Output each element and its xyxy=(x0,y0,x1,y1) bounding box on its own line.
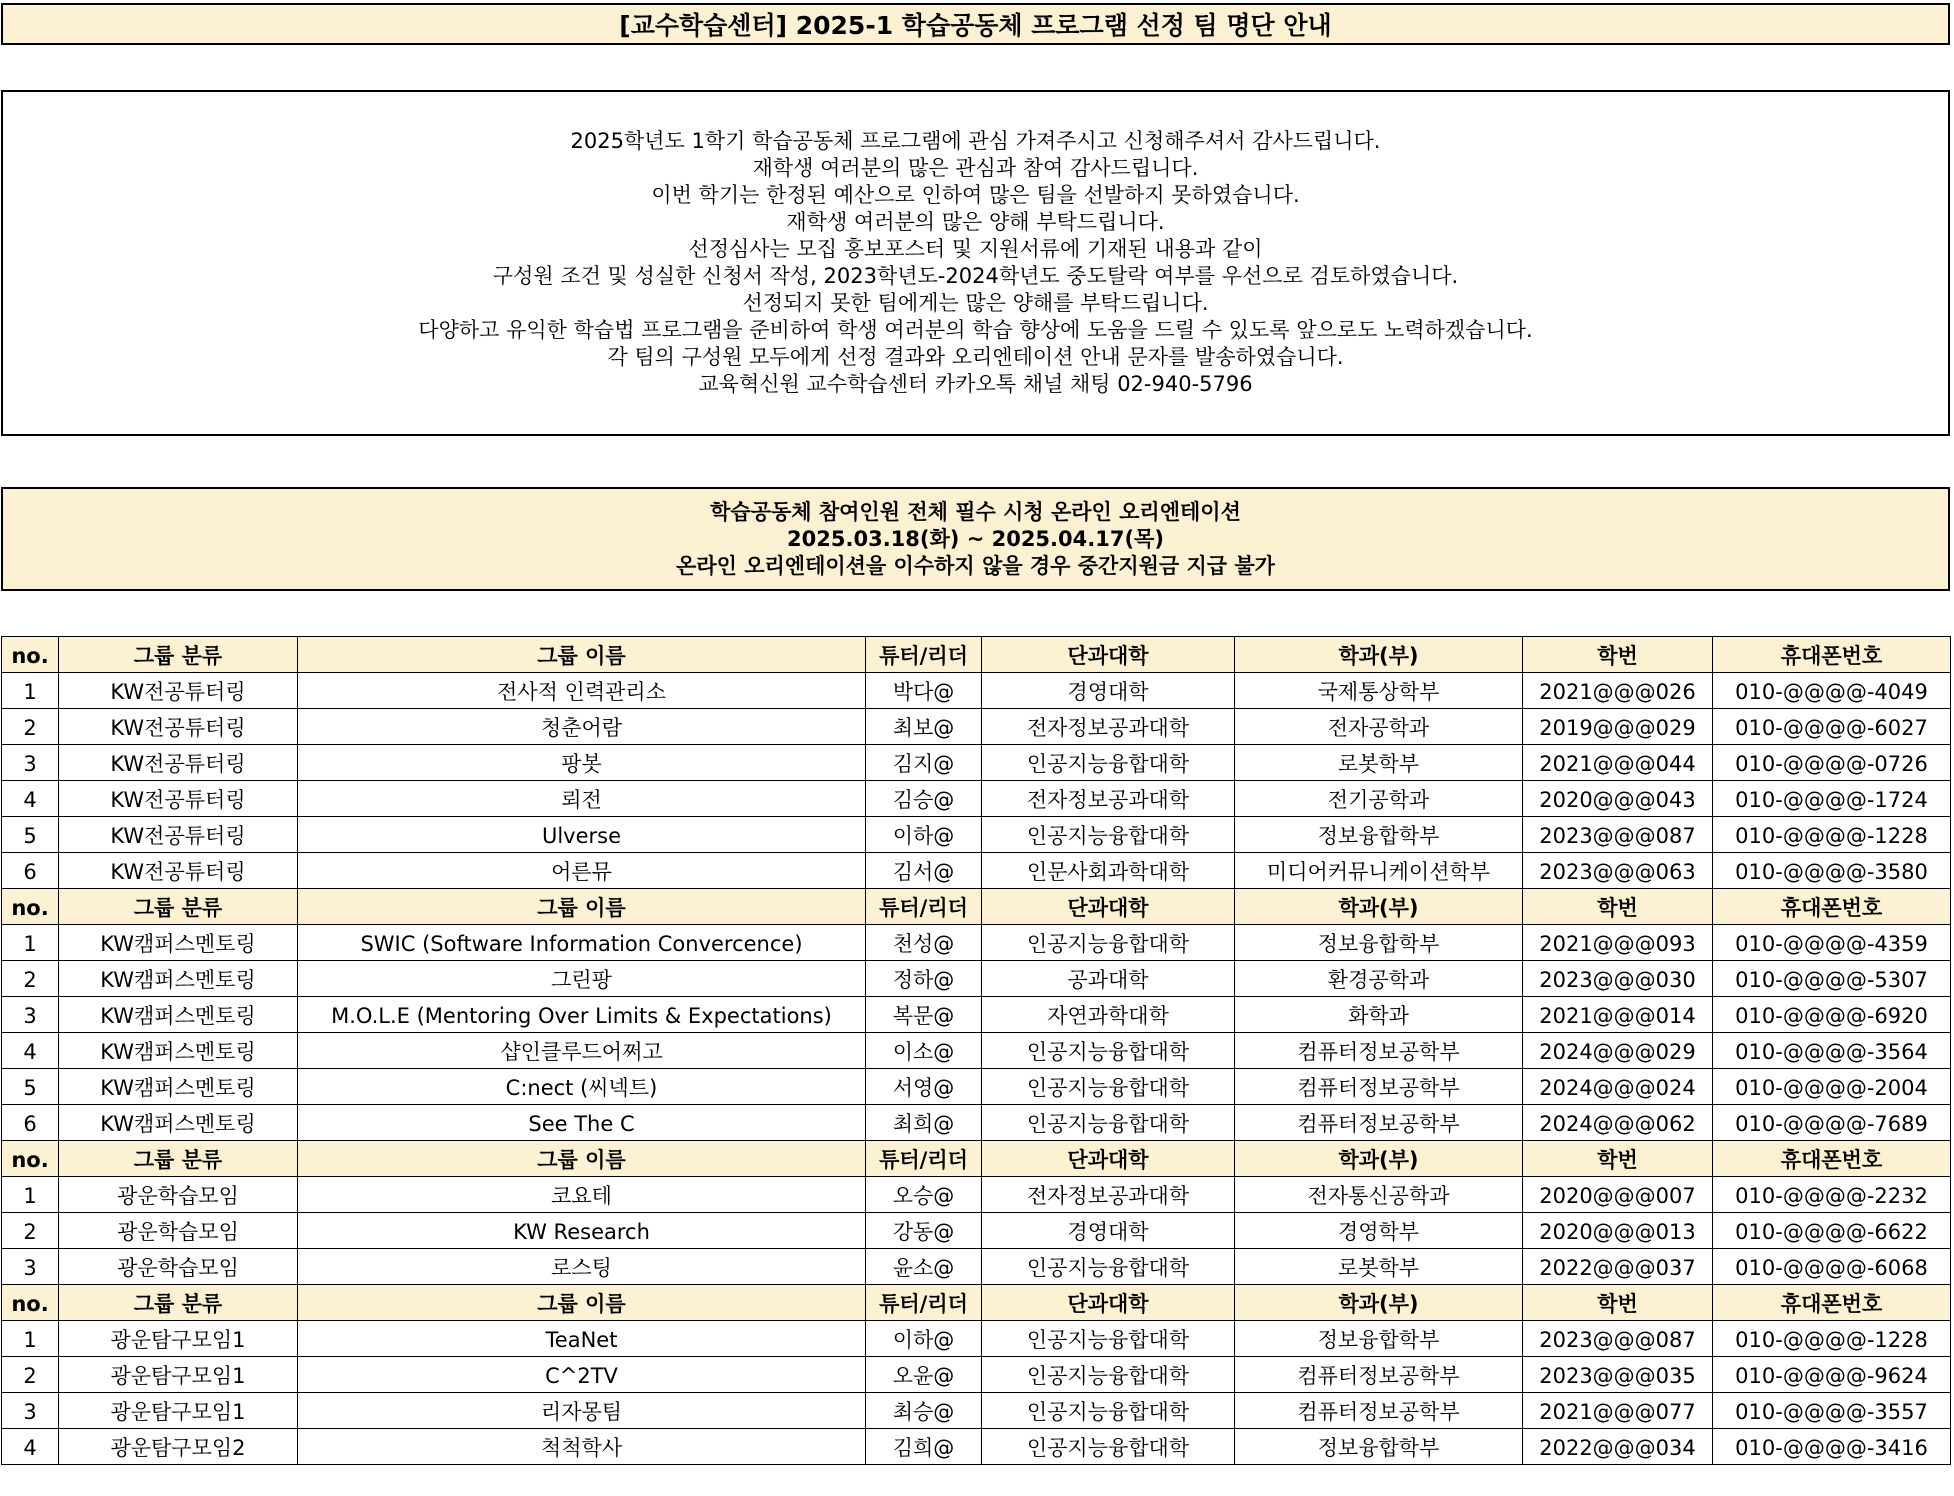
column-header: 그룹 분류 xyxy=(59,637,298,673)
table-cell: 공과대학 xyxy=(982,961,1235,997)
column-header: 단과대학 xyxy=(982,1285,1235,1321)
table-cell: 정보융합학부 xyxy=(1235,1429,1523,1465)
orientation-line: 2025.03.18(화) ~ 2025.04.17(목) xyxy=(787,526,1164,551)
table-row xyxy=(2,1357,1951,1393)
column-header: 학번 xyxy=(1523,1141,1713,1177)
table-cell: KW캠퍼스멘토링 xyxy=(59,1105,298,1141)
table-cell: 2023@@@035 xyxy=(1523,1357,1713,1393)
table-cell: 자연과학대학 xyxy=(982,997,1235,1033)
orientation-line: 온라인 오리엔테이션을 이수하지 않을 경우 중간지원금 지급 불가 xyxy=(676,553,1275,578)
table-cell: 2021@@@093 xyxy=(1523,925,1713,961)
table-cell: 전자통신공학과 xyxy=(1235,1177,1523,1213)
table-cell: KW Research xyxy=(298,1213,866,1249)
table-cell: 최승@ xyxy=(866,1393,982,1429)
table-cell: 컴퓨터정보공학부 xyxy=(1235,1069,1523,1105)
table-cell: 광운학습모임 xyxy=(59,1177,298,1213)
table-cell: 김지@ xyxy=(866,745,982,781)
table-header-row xyxy=(2,1285,1951,1321)
table-cell: 컴퓨터정보공학부 xyxy=(1235,1105,1523,1141)
column-header: 학번 xyxy=(1523,889,1713,925)
table-cell: 광운학습모임 xyxy=(59,1249,298,1285)
table-cell: 010-@@@@-6027 xyxy=(1713,709,1951,745)
table-cell: 010-@@@@-1228 xyxy=(1713,1321,1951,1357)
table-cell: 2024@@@029 xyxy=(1523,1033,1713,1069)
table-cell: 코요테 xyxy=(298,1177,866,1213)
table-cell: 010-@@@@-6068 xyxy=(1713,1249,1951,1285)
table-cell: 2023@@@087 xyxy=(1523,1321,1713,1357)
table-cell: 2021@@@077 xyxy=(1523,1393,1713,1429)
table-cell: 010-@@@@-3416 xyxy=(1713,1429,1951,1465)
table-cell: 010-@@@@-3557 xyxy=(1713,1393,1951,1429)
table-cell: 5 xyxy=(2,1069,59,1105)
table-cell: 010-@@@@-1228 xyxy=(1713,817,1951,853)
notice-line: 재학생 여러분의 많은 양해 부탁드립니다. xyxy=(786,210,1165,234)
table-cell: 4 xyxy=(2,1429,59,1465)
table-cell: 국제통상학부 xyxy=(1235,673,1523,709)
column-header: 튜터/리더 xyxy=(866,1141,982,1177)
notice-line: 재학생 여러분의 많은 관심과 참여 감사드립니다. xyxy=(752,156,1199,180)
table-cell: 경영대학 xyxy=(982,1213,1235,1249)
table-cell: 정하@ xyxy=(866,961,982,997)
table-cell: 인공지능융합대학 xyxy=(982,1357,1235,1393)
table-cell: Ulverse xyxy=(298,817,866,853)
table-cell: TeaNet xyxy=(298,1321,866,1357)
column-header: 단과대학 xyxy=(982,889,1235,925)
table-cell: KW전공튜터링 xyxy=(59,709,298,745)
table-cell: KW캠퍼스멘토링 xyxy=(59,997,298,1033)
table-cell: KW캠퍼스멘토링 xyxy=(59,961,298,997)
table-row xyxy=(2,853,1951,889)
orientation-line: 학습공동체 참여인원 전체 필수 시청 온라인 오리엔테이션 xyxy=(710,499,1241,524)
notice-line: 교육혁신원 교수학습센터 카카오톡 채널 채팅 02-940-5796 xyxy=(698,372,1253,396)
column-header: no. xyxy=(2,1285,59,1321)
table-cell: KW캠퍼스멘토링 xyxy=(59,1033,298,1069)
table-cell: 3 xyxy=(2,1249,59,1285)
table-cell: KW캠퍼스멘토링 xyxy=(59,925,298,961)
table-row xyxy=(2,1213,1951,1249)
table-cell: 3 xyxy=(2,745,59,781)
table-cell: KW캠퍼스멘토링 xyxy=(59,1069,298,1105)
table-cell: 010-@@@@-9624 xyxy=(1713,1357,1951,1393)
table-cell: 전자정보공과대학 xyxy=(982,781,1235,817)
table-cell: 오윤@ xyxy=(866,1357,982,1393)
table-cell: 2022@@@034 xyxy=(1523,1429,1713,1465)
table-header-row xyxy=(2,889,1951,925)
notice-line: 구성원 조건 및 성실한 신청서 작성, 2023학년도-2024학년도 중도탈락 여부를 우선으로 검토하였습니다. xyxy=(492,264,1459,288)
table-cell: 인공지능융합대학 xyxy=(982,1033,1235,1069)
table-cell: 010-@@@@-6622 xyxy=(1713,1213,1951,1249)
team-list-table xyxy=(1,636,1951,1465)
table-cell: 2020@@@013 xyxy=(1523,1213,1713,1249)
table-cell: 정보융합학부 xyxy=(1235,925,1523,961)
column-header: 그룹 분류 xyxy=(59,1141,298,1177)
table-row xyxy=(2,1105,1951,1141)
column-header: 튜터/리더 xyxy=(866,637,982,673)
table-cell: 2021@@@044 xyxy=(1523,745,1713,781)
table-cell: 천성@ xyxy=(866,925,982,961)
table-cell: KW전공튜터링 xyxy=(59,745,298,781)
table-cell: 경영학부 xyxy=(1235,1213,1523,1249)
table-cell: 4 xyxy=(2,781,59,817)
table-cell: 윤소@ xyxy=(866,1249,982,1285)
column-header: no. xyxy=(2,1141,59,1177)
table-cell: 최희@ xyxy=(866,1105,982,1141)
table-row xyxy=(2,961,1951,997)
table-cell: 광운탐구모임1 xyxy=(59,1321,298,1357)
table-cell: 인공지능융합대학 xyxy=(982,817,1235,853)
table-cell: 전자공학과 xyxy=(1235,709,1523,745)
table-cell: 전기공학과 xyxy=(1235,781,1523,817)
table-cell: 환경공학과 xyxy=(1235,961,1523,997)
table-row xyxy=(2,997,1951,1033)
orientation-notice xyxy=(1,487,1950,591)
table-cell: 2023@@@063 xyxy=(1523,853,1713,889)
table-cell: 인공지능융합대학 xyxy=(982,1321,1235,1357)
table-cell: 010-@@@@-4049 xyxy=(1713,673,1951,709)
table-row xyxy=(2,709,1951,745)
table-cell: 010-@@@@-0726 xyxy=(1713,745,1951,781)
table-cell: 1 xyxy=(2,673,59,709)
column-header: 학번 xyxy=(1523,637,1713,673)
column-header: 튜터/리더 xyxy=(866,889,982,925)
table-cell: 이소@ xyxy=(866,1033,982,1069)
table-cell: KW전공튜터링 xyxy=(59,817,298,853)
column-header: 그룹 이름 xyxy=(298,889,866,925)
table-cell: 인공지능융합대학 xyxy=(982,1393,1235,1429)
table-cell: 2021@@@014 xyxy=(1523,997,1713,1033)
table-cell: 이하@ xyxy=(866,1321,982,1357)
notice-line: 선정되지 못한 팀에게는 많은 양해를 부탁드립니다. xyxy=(742,291,1209,315)
table-cell: M.O.L.E (Mentoring Over Limits & Expectations) xyxy=(298,997,866,1033)
table-row xyxy=(2,1033,1951,1069)
column-header: 휴대폰번호 xyxy=(1713,1141,1951,1177)
table-cell: 4 xyxy=(2,1033,59,1069)
notice-line: 각 팀의 구성원 모두에게 선정 결과와 오리엔테이션 안내 문자를 발송하였습니다. xyxy=(607,345,1344,369)
table-cell: 3 xyxy=(2,997,59,1033)
table-cell: 010-@@@@-7689 xyxy=(1713,1105,1951,1141)
notice-line: 선정심사는 모집 홍보포스터 및 지원서류에 기재된 내용과 같이 xyxy=(688,237,1263,261)
table-cell: 6 xyxy=(2,853,59,889)
table-cell: 리자몽팀 xyxy=(298,1393,866,1429)
column-header: no. xyxy=(2,637,59,673)
table-cell: 인공지능융합대학 xyxy=(982,745,1235,781)
table-cell: 010-@@@@-5307 xyxy=(1713,961,1951,997)
table-row xyxy=(2,1177,1951,1213)
page-title: [교수학습센터] 2025-1 학습공동체 프로그램 선정 팀 명단 안내 xyxy=(1,3,1950,45)
table-cell: See The C xyxy=(298,1105,866,1141)
table-cell: 컴퓨터정보공학부 xyxy=(1235,1033,1523,1069)
table-row xyxy=(2,781,1951,817)
column-header: 그룹 분류 xyxy=(59,1285,298,1321)
table-cell: 컴퓨터정보공학부 xyxy=(1235,1357,1523,1393)
table-row xyxy=(2,925,1951,961)
table-row xyxy=(2,1069,1951,1105)
table-cell: 화학과 xyxy=(1235,997,1523,1033)
table-cell: KW전공튜터링 xyxy=(59,673,298,709)
table-cell: 광운탐구모임2 xyxy=(59,1429,298,1465)
table-cell: 전자정보공과대학 xyxy=(982,1177,1235,1213)
table-cell: 미디어커뮤니케이션학부 xyxy=(1235,853,1523,889)
table-cell: 뢰전 xyxy=(298,781,866,817)
table-cell: 2020@@@007 xyxy=(1523,1177,1713,1213)
table-cell: 어른뮤 xyxy=(298,853,866,889)
column-header: 단과대학 xyxy=(982,1141,1235,1177)
table-cell: 010-@@@@-3564 xyxy=(1713,1033,1951,1069)
table-cell: 로봇학부 xyxy=(1235,745,1523,781)
table-cell: 인공지능융합대학 xyxy=(982,1249,1235,1285)
table-cell: 척척학사 xyxy=(298,1429,866,1465)
table-row xyxy=(2,1393,1951,1429)
table-cell: 오승@ xyxy=(866,1177,982,1213)
table-header-row xyxy=(2,1141,1951,1177)
column-header: 학과(부) xyxy=(1235,1141,1523,1177)
table-cell: 광운학습모임 xyxy=(59,1213,298,1249)
table-cell: 3 xyxy=(2,1393,59,1429)
table-cell: 복문@ xyxy=(866,997,982,1033)
table-cell: 인공지능융합대학 xyxy=(982,925,1235,961)
table-cell: 010-@@@@-1724 xyxy=(1713,781,1951,817)
table-row xyxy=(2,1429,1951,1465)
notice-line: 다양하고 유익한 학습법 프로그램을 준비하여 학생 여러분의 학습 향상에 도움을 드릴 수 있도록 앞으로도 노력하겠습니다. xyxy=(418,318,1533,342)
table-cell: 010-@@@@-3580 xyxy=(1713,853,1951,889)
table-cell: 정보융합학부 xyxy=(1235,817,1523,853)
column-header: 학과(부) xyxy=(1235,889,1523,925)
notice-line: 2025학년도 1학기 학습공동체 프로그램에 관심 가져주시고 신청해주셔서 감사드립니다. xyxy=(570,129,1381,153)
column-header: 그룹 이름 xyxy=(298,1285,866,1321)
table-cell: 2 xyxy=(2,961,59,997)
table-row xyxy=(2,745,1951,781)
column-header: 튜터/리더 xyxy=(866,1285,982,1321)
table-row xyxy=(2,673,1951,709)
table-cell: 인문사회과학대학 xyxy=(982,853,1235,889)
table-header-row xyxy=(2,637,1951,673)
table-cell: 전사적 인력관리소 xyxy=(298,673,866,709)
table-cell: 2019@@@029 xyxy=(1523,709,1713,745)
table-cell: 광운탐구모임1 xyxy=(59,1357,298,1393)
table-cell: 2023@@@087 xyxy=(1523,817,1713,853)
column-header: 단과대학 xyxy=(982,637,1235,673)
table-row xyxy=(2,1321,1951,1357)
column-header: 학과(부) xyxy=(1235,1285,1523,1321)
notice-box xyxy=(1,90,1950,436)
table-cell: C:nect (씨넥트) xyxy=(298,1069,866,1105)
table-cell: 010-@@@@-2004 xyxy=(1713,1069,1951,1105)
column-header: no. xyxy=(2,889,59,925)
column-header: 그룹 분류 xyxy=(59,889,298,925)
table-cell: 1 xyxy=(2,1321,59,1357)
table-cell: 1 xyxy=(2,1177,59,1213)
table-cell: 010-@@@@-4359 xyxy=(1713,925,1951,961)
table-cell: 최보@ xyxy=(866,709,982,745)
table-cell: 청춘어람 xyxy=(298,709,866,745)
table-cell: 1 xyxy=(2,925,59,961)
table-cell: 010-@@@@-6920 xyxy=(1713,997,1951,1033)
table-cell: 로봇학부 xyxy=(1235,1249,1523,1285)
table-cell: 컴퓨터정보공학부 xyxy=(1235,1393,1523,1429)
table-cell: 박다@ xyxy=(866,673,982,709)
table-cell: 강동@ xyxy=(866,1213,982,1249)
table-cell: 2024@@@024 xyxy=(1523,1069,1713,1105)
table-cell: C^2TV xyxy=(298,1357,866,1393)
column-header: 휴대폰번호 xyxy=(1713,1285,1951,1321)
column-header: 휴대폰번호 xyxy=(1713,637,1951,673)
table-cell: SWIC (Software Information Convercence) xyxy=(298,925,866,961)
table-cell: 6 xyxy=(2,1105,59,1141)
table-cell: 인공지능융합대학 xyxy=(982,1429,1235,1465)
column-header: 학과(부) xyxy=(1235,637,1523,673)
table-cell: 샵인클루드어쩌고 xyxy=(298,1033,866,1069)
column-header: 학번 xyxy=(1523,1285,1713,1321)
table-row xyxy=(2,817,1951,853)
table-cell: 2024@@@062 xyxy=(1523,1105,1713,1141)
column-header: 휴대폰번호 xyxy=(1713,889,1951,925)
table-cell: KW전공튜터링 xyxy=(59,781,298,817)
table-cell: 인공지능융합대학 xyxy=(982,1069,1235,1105)
table-cell: 2021@@@026 xyxy=(1523,673,1713,709)
table-cell: 정보융합학부 xyxy=(1235,1321,1523,1357)
table-cell: 2 xyxy=(2,709,59,745)
table-cell: 2020@@@043 xyxy=(1523,781,1713,817)
table-cell: 그린팡 xyxy=(298,961,866,997)
table-cell: 5 xyxy=(2,817,59,853)
table-cell: 이하@ xyxy=(866,817,982,853)
table-cell: 인공지능융합대학 xyxy=(982,1105,1235,1141)
table-cell: 김서@ xyxy=(866,853,982,889)
column-header: 그룹 이름 xyxy=(298,1141,866,1177)
table-cell: 로스팅 xyxy=(298,1249,866,1285)
table-cell: 김승@ xyxy=(866,781,982,817)
table-cell: 010-@@@@-2232 xyxy=(1713,1177,1951,1213)
table-cell: 김희@ xyxy=(866,1429,982,1465)
table-cell: 팡봇 xyxy=(298,745,866,781)
table-cell: 2 xyxy=(2,1213,59,1249)
table-cell: 광운탐구모임1 xyxy=(59,1393,298,1429)
notice-line: 이번 학기는 한정된 예산으로 인하여 많은 팀을 선발하지 못하였습니다. xyxy=(651,183,1300,207)
table-cell: 2022@@@037 xyxy=(1523,1249,1713,1285)
table-cell: 2023@@@030 xyxy=(1523,961,1713,997)
table-cell: 2 xyxy=(2,1357,59,1393)
table-cell: 전자정보공과대학 xyxy=(982,709,1235,745)
table-cell: 서영@ xyxy=(866,1069,982,1105)
table-cell: 경영대학 xyxy=(982,673,1235,709)
table-row xyxy=(2,1249,1951,1285)
column-header: 그룹 이름 xyxy=(298,637,866,673)
table-cell: KW전공튜터링 xyxy=(59,853,298,889)
